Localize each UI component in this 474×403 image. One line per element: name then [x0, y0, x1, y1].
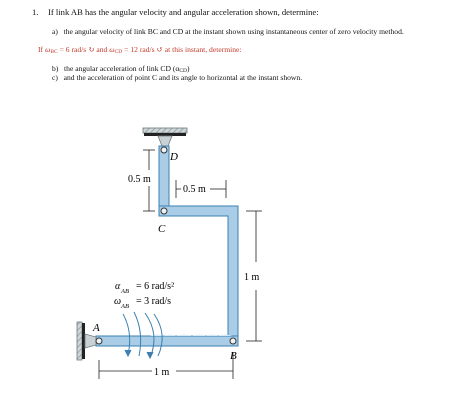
omega-ab-symbol: ω [114, 296, 122, 307]
pin-b-icon [230, 338, 236, 344]
part-c-text: and the acceleration of point C and its angle to horizontal at the instant shown. [63, 73, 303, 82]
dim-cd-vertical-label: 0.5 m [128, 174, 151, 185]
pin-c-icon [161, 208, 167, 214]
alpha-ab-sub: AB [121, 288, 129, 295]
link-ab [96, 335, 238, 347]
alpha-ab-symbol: α [115, 281, 121, 292]
link-bc [159, 206, 238, 346]
part-b-sub: CD [179, 68, 187, 74]
support-d [143, 128, 187, 146]
alpha-ab-value: = 6 rad/s² [136, 281, 175, 292]
label-b: B [230, 350, 237, 362]
link-cd [159, 146, 169, 214]
condition-prefix: If [38, 45, 45, 54]
omega-ab-value: = 3 rad/s [136, 296, 172, 307]
omega-bc-value: = 6 rad/s ↻ and [57, 45, 110, 54]
pin-a-icon [96, 338, 102, 344]
dim-ab-horizontal-label: 1 m [154, 367, 170, 378]
omega-ab-sub: AB [121, 303, 129, 310]
part-a-text: the angular velocity of link BC and CD at the instant shown using instantaneous center of zero velocity method. [63, 27, 404, 36]
dim-c-horizontal-label: 0.5 m [183, 184, 206, 195]
label-c: C [158, 223, 166, 235]
omega-cd-value: = 12 rad/s ↺ at this instant, determine: [122, 45, 242, 54]
omega-bc-symbol: ω [44, 45, 51, 54]
part-c-letter: c) [52, 73, 58, 82]
pin-d-icon [161, 147, 167, 153]
problem-number: 1. [32, 7, 39, 17]
part-a-letter: a) [52, 27, 58, 36]
part-b-letter: b) [52, 64, 59, 73]
label-d: D [170, 151, 178, 163]
problem-stem-text: If link AB has the angular velocity and angular acceleration shown, determine: [48, 7, 319, 17]
omega-cd-symbol: ω [109, 45, 115, 54]
label-a: A [93, 322, 100, 334]
omega-cd-sub: CD [114, 49, 123, 55]
dim-bc-vertical-label: 1 m [244, 272, 260, 283]
omega-bc-sub: BC [50, 49, 58, 55]
part-b-text-pre: the angular acceleration of link CD (α [64, 64, 180, 73]
part-b-text-post: ) [186, 64, 190, 73]
